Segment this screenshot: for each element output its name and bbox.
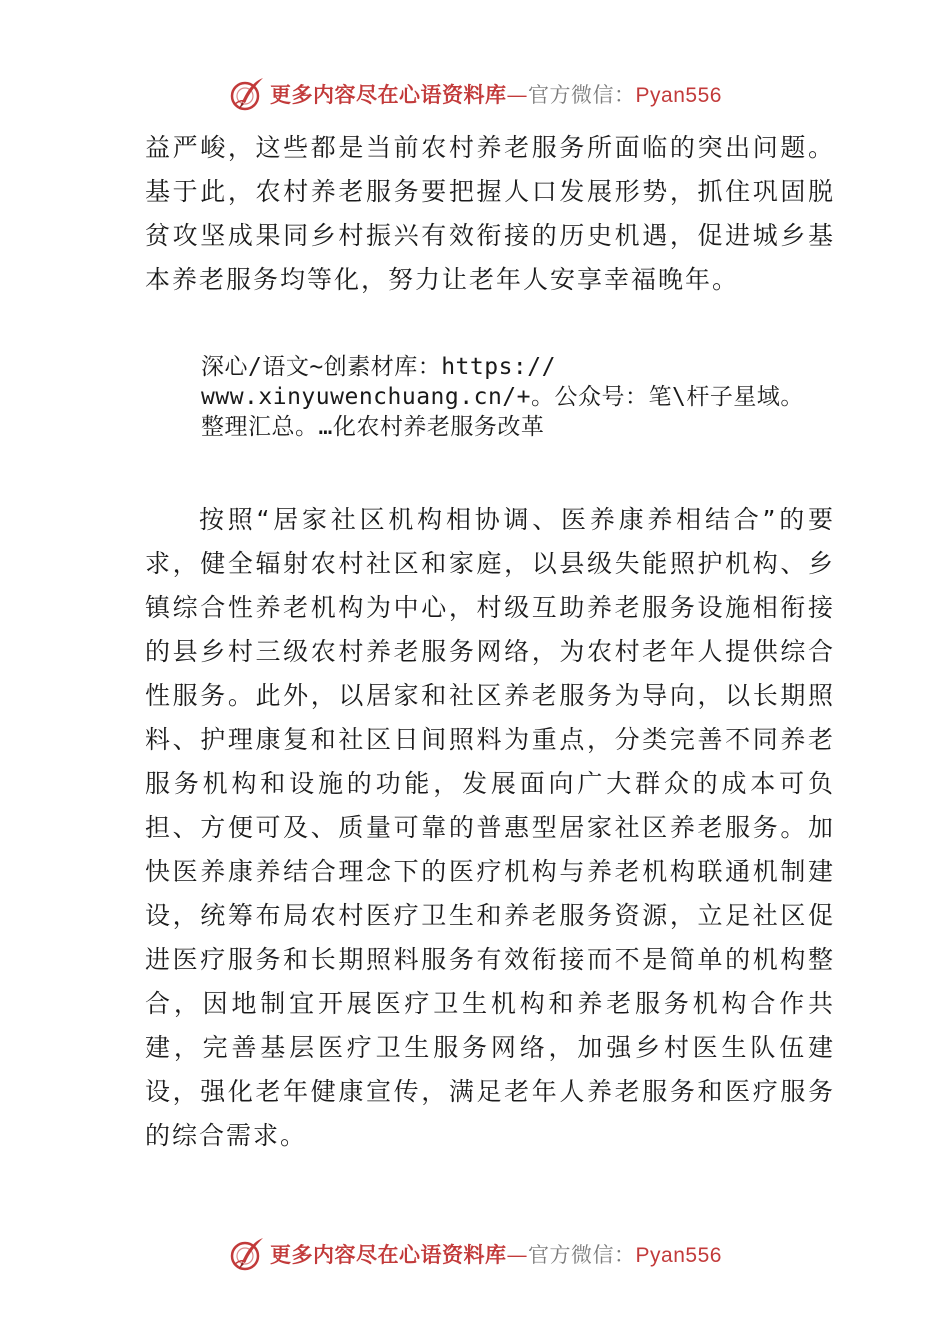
inserted-source-note: [201, 352, 901, 442]
footer-wechat-label: 官方微信：: [528, 1243, 636, 1267]
insert-line-3: 整理汇总。…化农村养老服务改革: [201, 414, 545, 440]
paragraph-service-network: 按照“居家社区机构相协调、医养康养相结合”的要求，健全辐射农村社区和家庭，以县级失能照护机构、乡镇综合性养老机构为中心，村级互助养老服务设施相衔接的县乡村三级农村养老服务网络，为农村老年人提供综合性服务。此外，以居家和社区养老服务为导向，以长期照料、护理康复和社区日间照料为重点，分类完善不同养老服务机构和设施的功能，发展面向广大群众的成本可负担、方便可及、质量可靠的普惠型居家社区养老服务。加快医养康养结合理念下的医疗机构与养老机构联通机制建设，统筹布局农村医疗卫生和养老服务资源，立足社区促进医疗服务和长期照料服务有效衔接而不是简单的机构整合，因地制宜开展医疗卫生机构和养老服务机构合作共建，完善基层医疗卫生服务网络，加强乡村医生队伍建设，强化老年健康宣传，满足老年人养老服务和医疗服务的综合需求。: [145, 505, 835, 1150]
header-banner: [0, 72, 950, 116]
header-wechat-id: Pyan556: [635, 84, 722, 107]
quill-pen-logo-icon: [228, 1235, 266, 1273]
footer-banner: [0, 1232, 950, 1276]
header-dash: —: [506, 83, 529, 107]
footer-wechat-id: Pyan556: [635, 1244, 722, 1267]
footer-dash: —: [506, 1243, 529, 1267]
paragraph-rural-elderly-problems: 益严峻，这些都是当前农村养老服务所面临的突出问题。基于此，农村养老服务要把握人口发展形势，抓住巩固脱贫攻坚成果同乡村振兴有效衔接的历史机遇，促进城乡基本养老服务均等化，努力让老年人安享幸福晚年。: [145, 133, 835, 294]
header-library-text: 更多内容尽在心语资料库: [270, 82, 507, 107]
footer-library-text: 更多内容尽在心语资料库: [270, 1242, 507, 1267]
insert-line-2: www.xinyuwenchuang.cn/+。公众号：笔\杆子星域。: [201, 384, 804, 410]
insert-line-1: 深心/语文~创素材库：https://: [201, 354, 556, 380]
header-wechat-label: 官方微信：: [528, 83, 636, 107]
quill-pen-logo-icon: [228, 75, 266, 113]
